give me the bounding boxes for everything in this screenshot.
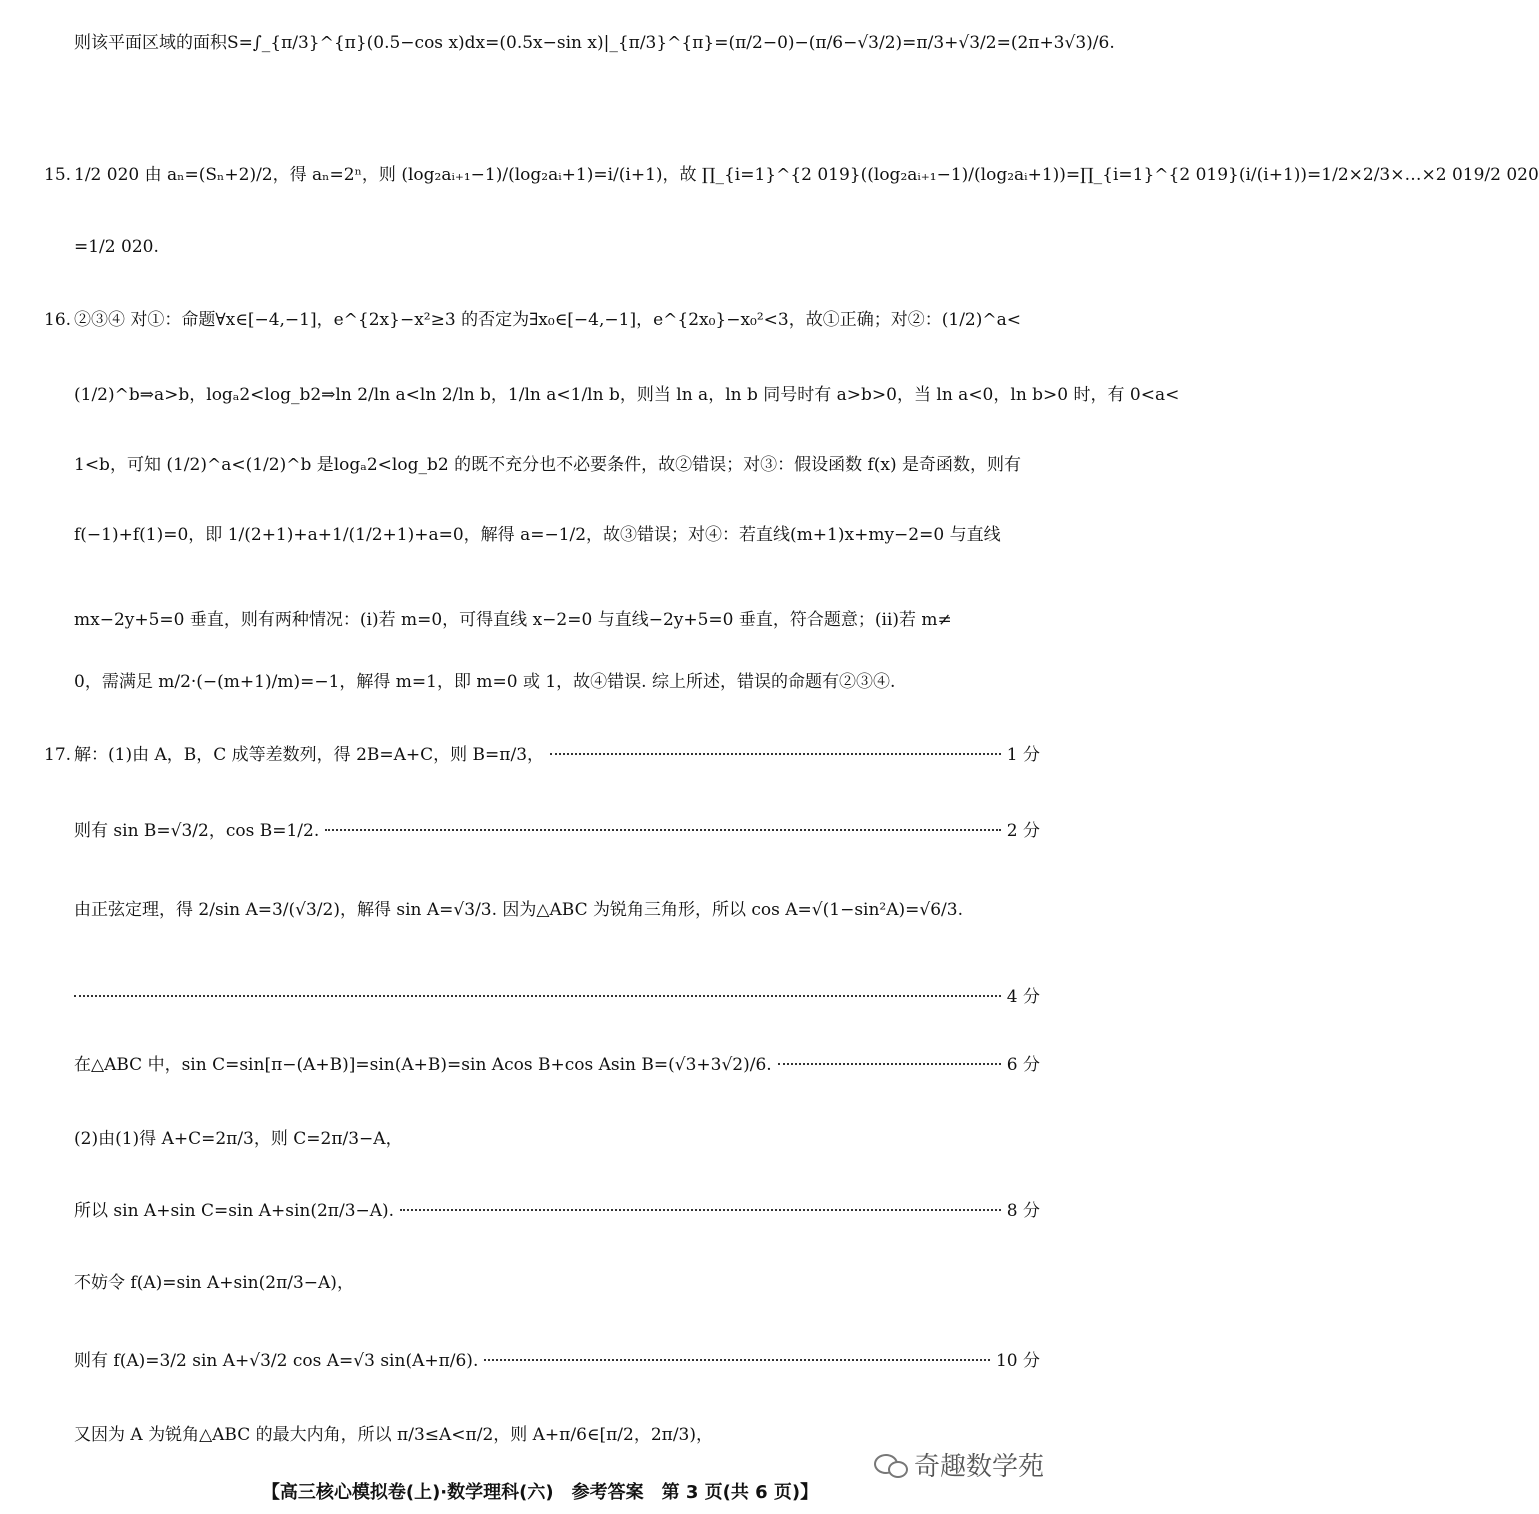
page-footer: 【高三核心模拟卷(上)·数学理科(六) 参考答案 第 3 页(共 6 页)】 [261, 1482, 819, 1503]
score-6: 6 分 [1006, 1055, 1040, 1075]
q17-step-3: 由正弦定理，得 2/sin A=3/(√3/2)，解得 sin A=√3/3. 因为△ABC 为锐角三角形，所以 cos A=√(1−sin²A)=√6/3. [74, 900, 963, 920]
q17-step-10: 又因为 A 为锐角△ABC 的最大内角，所以 π/3≤A<π/2，则 A+π/6∈[π/2，2π/3)， [74, 1425, 713, 1445]
score-2: 2 分 [1006, 821, 1040, 841]
q16-line-5: mx−2y+5=0 垂直，则有两种情况：(ⅰ)若 m=0，可得直线 x−2=0 与直线−2y+5=0 垂直，符合题意；(ⅱ)若 m≠ [74, 610, 952, 630]
q15-line-1: 1/2 020 由 aₙ=(Sₙ+2)/2，得 aₙ=2ⁿ，则 (log₂aᵢ₊₁−1)/(log₂aᵢ+1)=i/(i+1)，故 ∏_{i=1}^{2 019}((log₂aᵢ₊₁−1)/(log₂aᵢ+1))=∏_{i=1}^{2 019}(i/(i+1))=1/2×2/3×…×2 019/2 020 [74, 165, 1539, 185]
watermark-text: 奇趣数学苑 [913, 1452, 1044, 1482]
q17-step-5-text: 在△ABC 中，sin C=sin[π−(A+B)]=sin(A+B)=sin Acos B+cos Asin B=(√3+3√2)/6. [74, 1055, 772, 1075]
q17-step-1 [74, 740, 1040, 770]
area-integral-line: 则该平面区域的面积S=∫_{π/3}^{π}(0.5−cos x)dx=(0.5x−sin x)|_{π/3}^{π}=(π/2−0)−(π/6−√3/2)=π/3+√3/2=(2π+3√3)/6. [74, 33, 1115, 53]
q17-number: 17. [44, 745, 72, 765]
q17-step-4 [74, 982, 1040, 1012]
score-8: 8 分 [1006, 1201, 1040, 1221]
q17-step-7-text: 所以 sin A+sin C=sin A+sin(2π/3−A). [74, 1201, 395, 1221]
score-1: 1 分 [1006, 745, 1040, 765]
dot-leader [325, 829, 1001, 831]
dot-leader [778, 1063, 1001, 1065]
q17-step-8: 不妨令 f(A)=sin A+sin(2π/3−A)， [74, 1273, 354, 1293]
q16-line-6: 0，需满足 m/2·(−(m+1)/m)=−1，解得 m=1，即 m=0 或 1，故④错误. 综上所述，错误的命题有②③④. [74, 672, 896, 692]
q16-line-4: f(−1)+f(1)=0，即 1/(2+1)+a+1/(1/2+1)+a=0，解得 a=−1/2，故③错误；对④：若直线(m+1)x+my−2=0 与直线 [74, 525, 1001, 545]
q17-step-9 [74, 1346, 1040, 1376]
q17-step-7 [74, 1196, 1040, 1226]
q17-step-2-text: 则有 sin B=√3/2，cos B=1/2. [74, 821, 320, 841]
q16-number: 16. [44, 310, 72, 330]
q17-step-6: (2)由(1)得 A+C=2π/3，则 C=2π/3−A， [74, 1129, 403, 1149]
q17-step-5 [74, 1050, 1040, 1080]
dot-leader [74, 995, 1001, 997]
q15-number: 15. [44, 165, 72, 185]
q16-line-2: (1/2)^b⇒a>b，logₐ2<log_b2⇒ln 2/ln a<ln 2/ln b，1/ln a<1/ln b，则当 ln a，ln b 同号时有 a>b>0，当 ln a<0，ln b>0 时，有 0<a< [74, 385, 1180, 405]
wechat-icon [874, 1452, 908, 1478]
q16-line-1: ②③④ 对①：命题∀x∈[−4,−1]，e^{2x}−x²≥3 的否定为∃x₀∈[−4,−1]，e^{2x₀}−x₀²<3，故①正确；对②：(1/2)^a< [74, 310, 1021, 330]
dot-leader [400, 1209, 1001, 1211]
dot-leader [484, 1359, 990, 1361]
score-4: 4 分 [1006, 987, 1040, 1007]
q17-step-2 [74, 816, 1040, 846]
dot-leader [550, 753, 1001, 755]
score-10: 10 分 [995, 1351, 1040, 1371]
q17-step-9-text: 则有 f(A)=3/2 sin A+√3/2 cos A=√3 sin(A+π/6). [74, 1351, 479, 1371]
q17-step-1-text: 解：(1)由 A，B，C 成等差数列，得 2B=A+C，则 B=π/3， [74, 745, 545, 765]
q15-line-2: =1/2 020. [74, 237, 159, 257]
q16-line-3: 1<b，可知 (1/2)^a<(1/2)^b 是logₐ2<log_b2 的既不充分也不必要条件，故②错误；对③：假设函数 f(x) 是奇函数，则有 [74, 455, 1022, 475]
